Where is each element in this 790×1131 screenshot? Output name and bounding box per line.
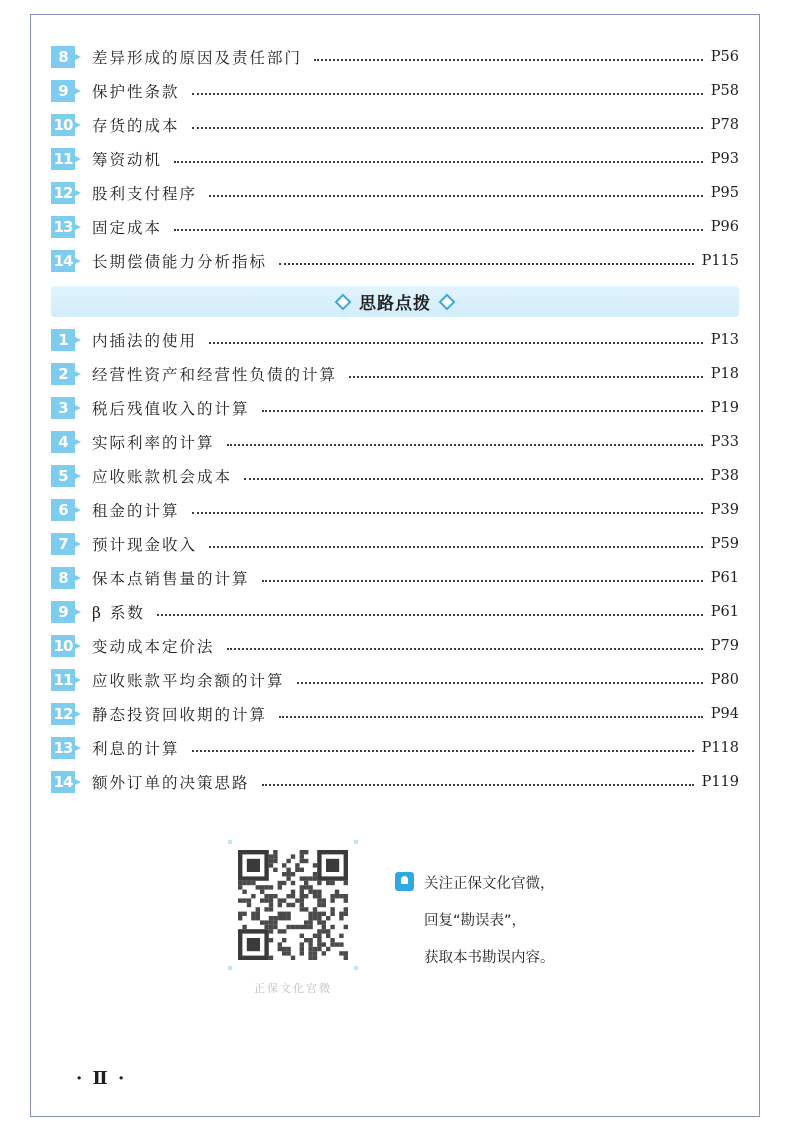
entry-title: 筹资动机: [92, 151, 163, 169]
entry-number-badge: 5: [51, 465, 75, 487]
toc-list-lower: [51, 323, 739, 799]
entry-number-badge: 12: [51, 182, 75, 204]
dot-leader: [314, 59, 703, 61]
entry-number-badge: 7: [51, 533, 75, 555]
entry-page-number: P38: [710, 468, 739, 484]
entry-page-number: P115: [701, 253, 739, 269]
toc-entry[interactable]: [51, 731, 739, 765]
dot-leader: [227, 444, 703, 446]
dot-leader: [174, 161, 703, 163]
entry-title: 利息的计算: [92, 740, 180, 758]
dot-leader: [227, 648, 703, 650]
entry-title: 变动成本定价法: [92, 638, 215, 656]
entry-page-number: P39: [710, 502, 739, 518]
toc-entry[interactable]: [51, 629, 739, 663]
toc-entry[interactable]: [51, 697, 739, 731]
entry-number-badge: 11: [51, 669, 75, 691]
entry-title: 实际利率的计算: [92, 434, 215, 452]
dot-leader: [279, 716, 703, 718]
entry-number-badge: 12: [51, 703, 75, 725]
entry-title: β 系数: [92, 604, 145, 622]
entry-title: 预计现金收入: [92, 536, 198, 554]
entry-title: 固定成本: [92, 219, 163, 237]
toc-entry[interactable]: [51, 74, 739, 108]
dot-leader: [279, 263, 694, 265]
entry-number-badge: 6: [51, 499, 75, 521]
toc-entry[interactable]: [51, 244, 739, 278]
entry-page-number: P79: [710, 638, 739, 654]
toc-entry[interactable]: [51, 40, 739, 74]
toc-entry[interactable]: [51, 595, 739, 629]
errata-note: [395, 872, 555, 983]
toc-entry[interactable]: [51, 425, 739, 459]
dot-leader: [209, 195, 703, 197]
entry-number-badge: 14: [51, 250, 75, 272]
toc-entry[interactable]: [51, 357, 739, 391]
dot-leader: [174, 229, 703, 231]
entry-title: 经营性资产和经营性负债的计算: [92, 366, 338, 384]
entry-page-number: P94: [710, 706, 739, 722]
toc-entry[interactable]: [51, 765, 739, 799]
entry-title: 应收账款机会成本: [92, 468, 233, 486]
toc-entry[interactable]: [51, 323, 739, 357]
qr-caption: 正保文化官微: [254, 982, 332, 995]
dot-leader: [192, 512, 703, 514]
entry-page-number: P80: [710, 672, 739, 688]
toc-entry[interactable]: [51, 561, 739, 595]
entry-title: 保本点销售量的计算: [92, 570, 250, 588]
lightbulb-icon: [395, 872, 414, 891]
entry-page-number: P13: [710, 332, 739, 348]
toc-entry[interactable]: [51, 493, 739, 527]
entry-number-badge: 4: [51, 431, 75, 453]
entry-page-number: P19: [710, 400, 739, 416]
entry-number-badge: 10: [51, 114, 75, 136]
dot-leader: [157, 614, 703, 616]
entry-number-badge: 10: [51, 635, 75, 657]
dot-leader: [192, 750, 694, 752]
dot-leader: [209, 342, 703, 344]
dot-leader: [192, 93, 703, 95]
page-number: · Ⅱ ·: [76, 1068, 127, 1089]
entry-title: 税后残值收入的计算: [92, 400, 250, 418]
entry-title: 长期偿债能力分析指标: [92, 253, 268, 271]
entry-page-number: P59: [710, 536, 739, 552]
entry-page-number: P78: [710, 117, 739, 133]
toc-entry[interactable]: [51, 663, 739, 697]
entry-title: 存货的成本: [92, 117, 180, 135]
entry-number-badge: 2: [51, 363, 75, 385]
entry-page-number: P56: [710, 49, 739, 65]
toc-entry[interactable]: [51, 176, 739, 210]
dot-leader: [262, 580, 703, 582]
entry-title: 额外订单的决策思路: [92, 774, 250, 792]
entry-page-number: P33: [710, 434, 739, 450]
entry-page-number: P58: [710, 83, 739, 99]
dot-leader: [262, 784, 694, 786]
toc-entry[interactable]: [51, 391, 739, 425]
qr-code: [228, 840, 358, 970]
dot-leader: [297, 682, 703, 684]
note-line-3: 获取本书勘误内容。: [424, 950, 555, 966]
entry-page-number: P18: [710, 366, 739, 382]
entry-page-number: P119: [701, 774, 739, 790]
toc-entry[interactable]: [51, 108, 739, 142]
entry-title: 租金的计算: [92, 502, 180, 520]
entry-page-number: P118: [701, 740, 739, 756]
toc-list-upper: [51, 40, 739, 278]
entry-number-badge: 9: [51, 601, 75, 623]
entry-number-badge: 11: [51, 148, 75, 170]
entry-number-badge: 8: [51, 567, 75, 589]
entry-page-number: P96: [710, 219, 739, 235]
entry-page-number: P93: [710, 151, 739, 167]
entry-title: 应收账款平均余额的计算: [92, 672, 285, 690]
section-title: 思路点拨: [359, 294, 431, 314]
entry-number-badge: 3: [51, 397, 75, 419]
toc-entry[interactable]: [51, 459, 739, 493]
entry-page-number: P61: [710, 570, 739, 586]
entry-number-badge: 13: [51, 216, 75, 238]
diamond-icon: [439, 293, 456, 310]
dot-leader: [192, 127, 703, 129]
entry-page-number: P61: [710, 604, 739, 620]
toc-entry[interactable]: [51, 142, 739, 176]
dot-leader: [262, 410, 703, 412]
entry-title: 内插法的使用: [92, 332, 198, 350]
diamond-icon: [335, 293, 352, 310]
entry-title: 差异形成的原因及责任部门: [92, 49, 303, 67]
entry-number-badge: 9: [51, 80, 75, 102]
toc-entry[interactable]: [51, 527, 739, 561]
entry-number-badge: 14: [51, 771, 75, 793]
entry-number-badge: 1: [51, 329, 75, 351]
dot-leader: [244, 478, 703, 480]
dot-leader: [209, 546, 703, 548]
entry-page-number: P95: [710, 185, 739, 201]
entry-number-badge: 8: [51, 46, 75, 68]
note-line-2: 回复“勘误表”，: [424, 913, 527, 929]
entry-title: 股利支付程序: [92, 185, 198, 203]
toc-entry[interactable]: [51, 210, 739, 244]
dot-leader: [349, 376, 703, 378]
entry-title: 静态投资回收期的计算: [92, 706, 268, 724]
note-line-1: 关注正保文化官微，: [424, 876, 555, 892]
entry-title: 保护性条款: [92, 83, 180, 101]
entry-number-badge: 13: [51, 737, 75, 759]
section-banner: [51, 286, 739, 317]
